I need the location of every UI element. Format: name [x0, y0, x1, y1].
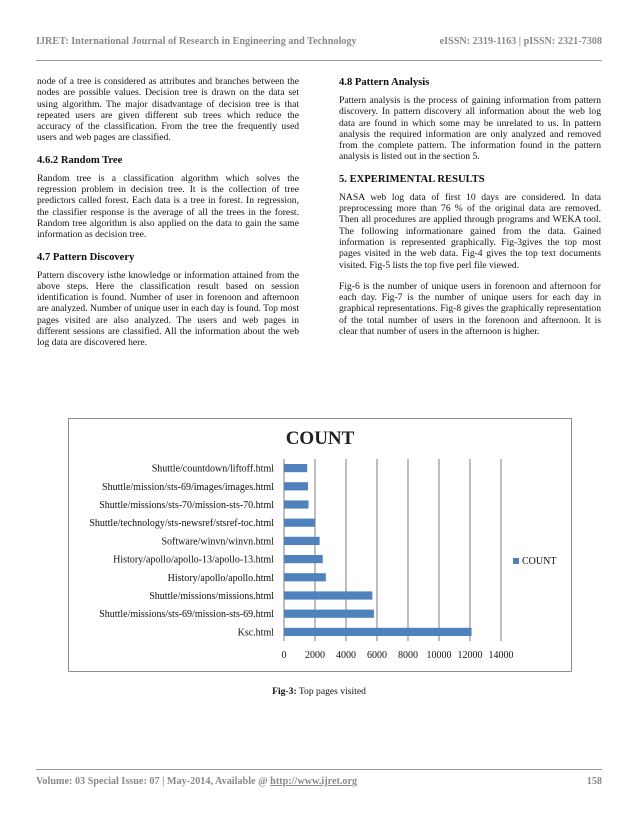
- bar: [284, 610, 374, 618]
- figure-caption-text: Top pages visited: [296, 686, 366, 697]
- category-label: Shuttle/missions/sts-69/mission-sts-69.html: [99, 609, 274, 621]
- legend-swatch: [513, 558, 519, 564]
- bar: [284, 573, 326, 581]
- bar: [284, 555, 323, 563]
- x-tick-label: 0: [281, 650, 287, 661]
- paragraph-experimental-1: NASA web log data of first 10 days are considered. In data preprocessing more than 76 % of the original data are removed. Then all procedures are applied through programs and WEKA tool. The following informationare gained from the data. Gained information is represented graphically. Fig-3gives the top most pages visited in the web data. Fig-4 gives the top text documents visited. Fig-5 lists the top five perl file viewed.: [339, 191, 601, 271]
- bar: [284, 500, 308, 508]
- footer-rule: [36, 769, 602, 770]
- paragraph-experimental-2: Fig-6 is the number of unique users in forenoon and afternoon for each day. Fig-7 is the number of unique users for each day in graphical representations. Fig-8 gives the graphically representation of the total number of users in the forenoon and afternoon. It is clear that number of users in the afternoon is higher.: [339, 280, 601, 338]
- journal-link[interactable]: http://www.ijret.org: [270, 776, 358, 787]
- bar: [284, 519, 315, 527]
- issn-label: eISSN: 2319-1163 | pISSN: 2321-7308: [439, 36, 602, 47]
- right-column: [339, 76, 601, 347]
- x-tick-label: 12000: [457, 650, 483, 661]
- category-label: History/apollo/apollo-13/apollo-13.html: [113, 554, 274, 566]
- category-label: History/apollo/apollo.html: [167, 572, 274, 584]
- bar: [284, 537, 320, 545]
- journal-title: IJRET: International Journal of Research in Engineering and Technology: [36, 36, 357, 47]
- page-footer: [36, 776, 602, 787]
- page-number: 158: [586, 776, 602, 787]
- category-label: Shuttle/countdown/liftoff.html: [151, 463, 274, 475]
- heading-random-tree: 4.6.2 Random Tree: [37, 154, 123, 166]
- category-label: Shuttle/mission/sts-69/images/images.html: [102, 481, 274, 493]
- x-tick-label: 6000: [367, 650, 387, 661]
- heading-pattern-analysis: 4.8 Pattern Analysis: [339, 77, 430, 88]
- legend-label: COUNT: [522, 556, 557, 567]
- chart-frame: [68, 418, 572, 672]
- left-column: [37, 76, 299, 359]
- bar: [284, 628, 472, 636]
- x-tick-label: 10000: [426, 650, 452, 661]
- volume-info: Volume: 03 Special Issue: 07 | May-2014, Available @: [36, 776, 271, 787]
- bar-chart: [69, 419, 571, 671]
- paragraph-pattern-discovery: Pattern discovery isthe knowledge or information attained from the above steps. Here the classification result based on session identification is found. Number of user in forenoon and afternoon are analyzed. Number of unique user in each day is found. Top most pages visited are also analyzed. The users and web pages in different sessions are classified. All the information about the web log data are discovered here.: [37, 269, 299, 349]
- paragraph-random-tree: Random tree is a classification algorithm which solves the regression problem in decision tree. It is the collection of tree predictors called forest. Each data is a tree in forest. In regression, the classifier response is the average of all the trees in the forest. Random tree algorithm is also applied on the data to gain the same information as decision tree.: [37, 172, 299, 241]
- x-tick-label: 14000: [488, 650, 514, 661]
- header-rule: [36, 60, 602, 61]
- figure-label: Fig-3:: [272, 686, 297, 697]
- paragraph-decision-tree: node of a tree is considered as attributes and branches between the nodes are possible values. Decision tree is drawn on the data set using algorithm. The major disadvantage of decision tree is that repeated users are given different sub trees which reduce the accuracy of the classification. From the tree the frequently used users and web pages are classified.: [37, 76, 299, 144]
- chart-title: COUNT: [285, 428, 355, 449]
- category-label: Shuttle/missions/sts-70/mission-sts-70.html: [99, 500, 274, 511]
- bar: [284, 464, 307, 472]
- figure-caption: [0, 686, 638, 697]
- x-tick-label: 8000: [398, 650, 418, 661]
- category-label: Software/winvn/winvn.html: [161, 536, 274, 548]
- category-label: Shuttle/missions/missions.html: [149, 591, 274, 602]
- bar: [284, 591, 372, 599]
- bar: [284, 482, 308, 490]
- x-tick-label: 2000: [305, 650, 325, 661]
- heading-experimental-results: 5. EXPERIMENTAL RESULTS: [339, 173, 485, 185]
- heading-pattern-discovery: 4.7 Pattern Discovery: [37, 251, 135, 263]
- paragraph-pattern-analysis: Pattern analysis is the process of gaining information from pattern discovery. In pattern discovery all information about the web log data are found in which some may be unrelated to us. In pattern analysis the required information are only analyzed and removed from the complete pattern. The information found in the pattern analysis is listed out in the section 5.: [339, 95, 601, 163]
- category-label: Shuttle/technology/sts-newsref/stsref-toc.html: [89, 518, 274, 530]
- x-tick-label: 4000: [336, 650, 356, 661]
- page-header: [36, 36, 602, 52]
- category-label: Ksc.html: [237, 627, 274, 639]
